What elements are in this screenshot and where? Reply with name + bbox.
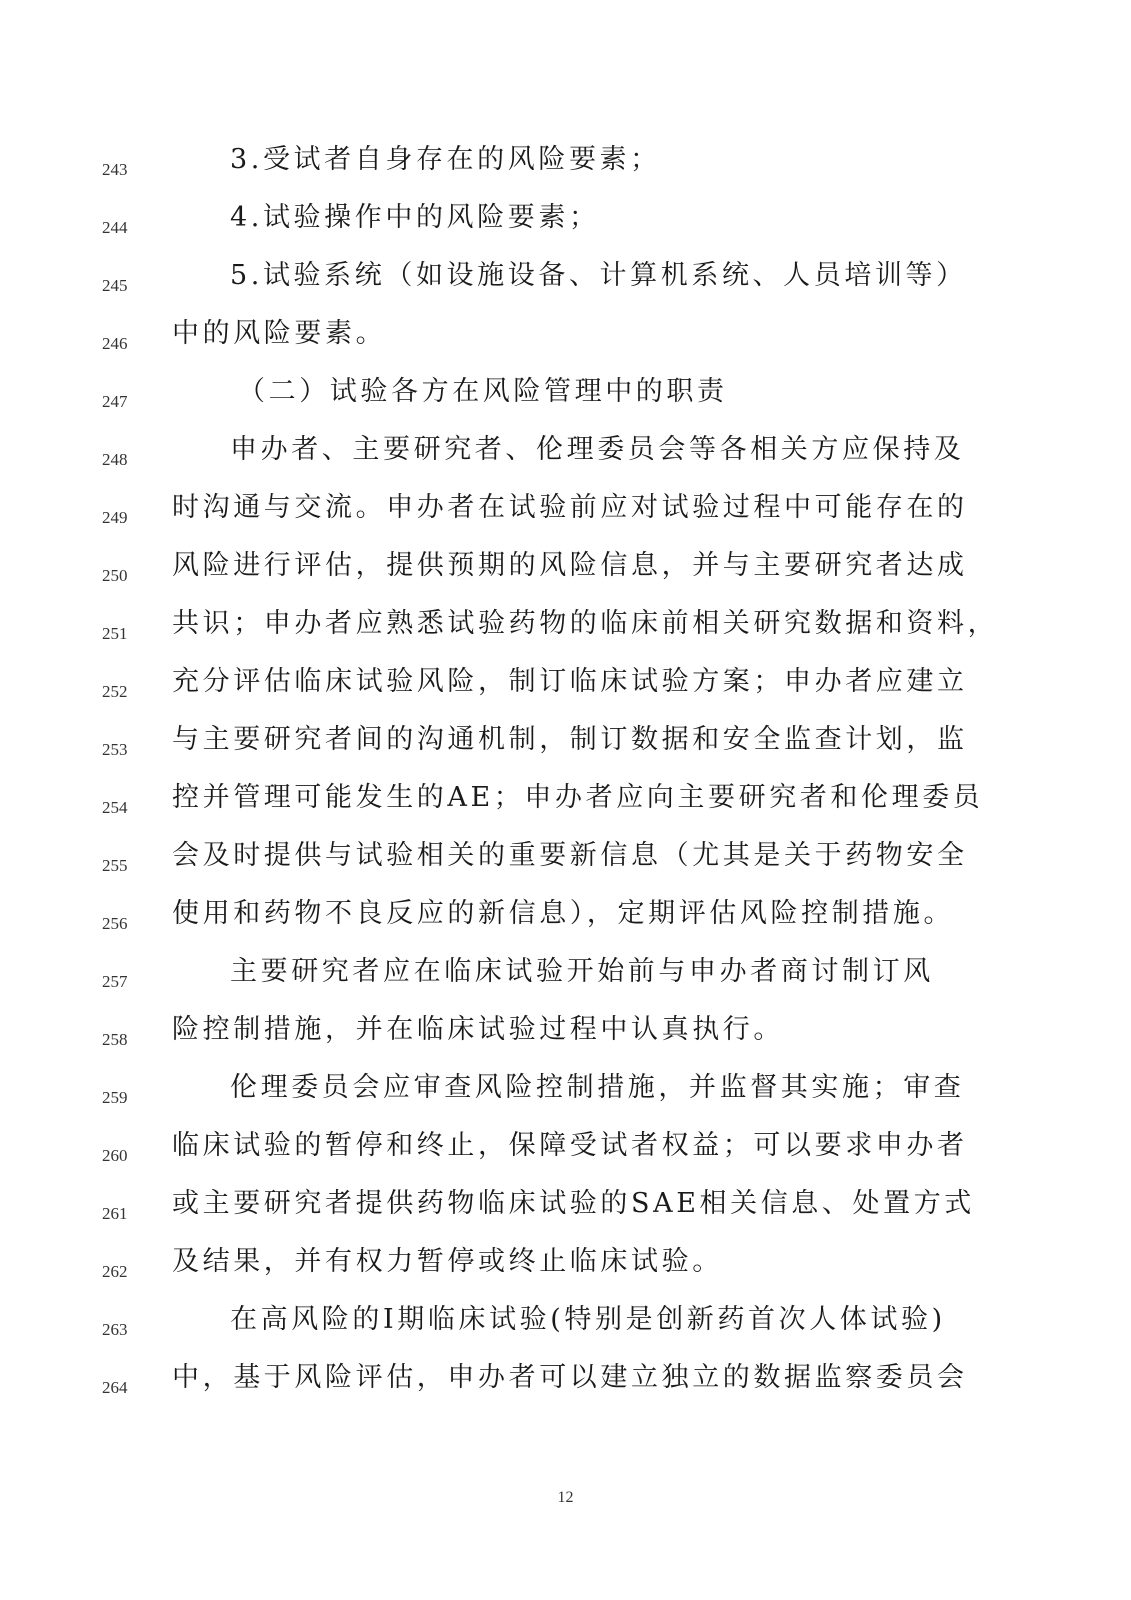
line-number: 258 xyxy=(102,1030,128,1049)
text-line xyxy=(0,546,1131,604)
line-number: 264 xyxy=(102,1378,128,1397)
text-line xyxy=(0,720,1131,778)
line-number: 257 xyxy=(102,972,128,991)
line-text: 主要研究者应在临床试验开始前与申办者商讨制订风 xyxy=(230,956,934,987)
line-number: 246 xyxy=(102,334,128,353)
line-number: 254 xyxy=(102,798,128,817)
line-text: 与主要研究者间的沟通机制，制订数据和安全监查计划，监 xyxy=(172,724,968,755)
text-line xyxy=(0,372,1131,430)
line-text: 3.受试者自身存在的风险要素； xyxy=(230,144,661,175)
text-line xyxy=(0,1010,1131,1068)
line-text: 时沟通与交流。申办者在试验前应对试验过程中可能存在的 xyxy=(172,492,968,523)
line-text: 共识；申办者应熟悉试验药物的临床前相关研究数据和资料， xyxy=(172,608,999,639)
text-line xyxy=(0,778,1131,836)
line-number: 259 xyxy=(102,1088,128,1107)
line-text: 及结果，并有权力暂停或终止临床试验。 xyxy=(172,1246,723,1277)
line-text: 会及时提供与试验相关的重要新信息（尤其是关于药物安全 xyxy=(172,840,968,871)
line-text: 中，基于风险评估，申办者可以建立独立的数据监察委员会 xyxy=(172,1362,968,1393)
line-text: 伦理委员会应审查风险控制措施，并监督其实施；审查 xyxy=(230,1072,965,1103)
text-line xyxy=(0,1126,1131,1184)
text-line xyxy=(0,1300,1131,1358)
line-text: 4.试验操作中的风险要素； xyxy=(230,202,600,233)
text-line xyxy=(0,314,1131,372)
line-text: 申办者、主要研究者、伦理委员会等各相关方应保持及 xyxy=(230,434,965,465)
line-number: 263 xyxy=(102,1320,128,1339)
text-line xyxy=(0,1068,1131,1126)
page-number: 12 xyxy=(557,1489,574,1506)
line-number: 245 xyxy=(102,276,128,295)
line-number: 248 xyxy=(102,450,128,469)
text-line xyxy=(0,952,1131,1010)
line-text: 控并管理可能发生的AE；申办者应向主要研究者和伦理委员 xyxy=(172,782,984,813)
section-heading: （二）试验各方在风险管理中的职责 xyxy=(238,376,728,407)
text-line xyxy=(0,836,1131,894)
text-line xyxy=(0,1358,1131,1416)
text-line xyxy=(0,662,1131,720)
line-number: 251 xyxy=(102,624,128,643)
line-number: 252 xyxy=(102,682,128,701)
line-text: 中的风险要素。 xyxy=(172,318,387,349)
line-text: 5.试验系统（如设施设备、计算机系统、人员培训等） xyxy=(230,260,967,291)
text-line xyxy=(0,1184,1131,1242)
line-text: 临床试验的暂停和终止，保障受试者权益；可以要求申办者 xyxy=(172,1130,968,1161)
line-number: 261 xyxy=(102,1204,128,1223)
line-number: 255 xyxy=(102,856,128,875)
text-line xyxy=(0,140,1131,198)
line-text: 充分评估临床试验风险，制订临床试验方案；申办者应建立 xyxy=(172,666,968,697)
line-number: 250 xyxy=(102,566,128,585)
line-text: 或主要研究者提供药物临床试验的SAE相关信息、处置方式 xyxy=(172,1188,975,1219)
line-number: 247 xyxy=(102,392,128,411)
line-number: 244 xyxy=(102,218,128,237)
line-number: 260 xyxy=(102,1146,128,1165)
line-number: 262 xyxy=(102,1262,128,1281)
line-number: 256 xyxy=(102,914,128,933)
text-line xyxy=(0,1242,1131,1300)
line-number: 253 xyxy=(102,740,128,759)
text-line xyxy=(0,198,1131,256)
line-text: 风险进行评估，提供预期的风险信息，并与主要研究者达成 xyxy=(172,550,968,581)
line-number: 243 xyxy=(102,160,128,179)
text-line xyxy=(0,894,1131,952)
text-line xyxy=(0,488,1131,546)
line-text: 在高风险的I期临床试验(特别是创新药首次人体试验) xyxy=(230,1304,946,1335)
line-text: 险控制措施，并在临床试验过程中认真执行。 xyxy=(172,1014,784,1045)
text-line xyxy=(0,256,1131,314)
line-text: 使用和药物不良反应的新信息），定期评估风险控制措施。 xyxy=(172,898,955,929)
text-line xyxy=(0,604,1131,662)
text-line xyxy=(0,430,1131,488)
line-number: 249 xyxy=(102,508,128,527)
